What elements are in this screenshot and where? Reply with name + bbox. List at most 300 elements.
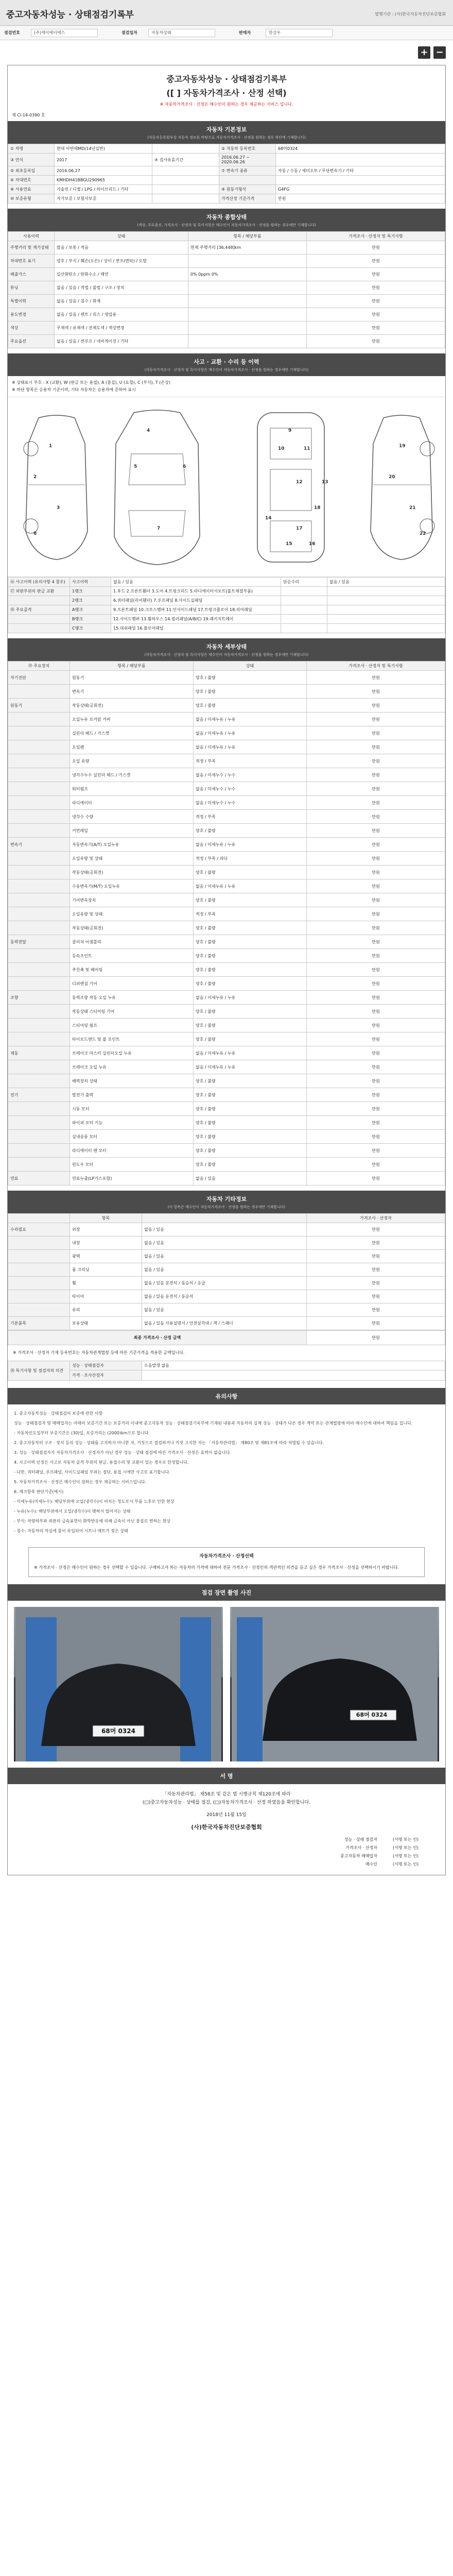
app-title: 중고자동차성능 · 상태점검기록부	[6, 10, 134, 20]
detail-row	[8, 921, 445, 935]
issuer-note: 발행기관 : (사)한국자동차진단보증협회	[375, 12, 446, 16]
detail-row	[8, 838, 445, 852]
caution-list	[8, 1404, 445, 1542]
detail-row	[8, 824, 445, 838]
detail-cell: 양호 / 불량	[194, 866, 307, 879]
sign-line: (□)중고자동차성능 · 상태를 점검, (□)자동차가격조사 · 산정 하였음을 확인합니다.	[142, 1800, 311, 1805]
detail-cell: 발전기 출력	[70, 1088, 194, 1102]
legend-line: ※ 하단 항목은 승용차 기준이며, 기타 자동차는 승용차에 준하여 표시	[12, 387, 136, 392]
extra-cell: 외장	[70, 1223, 142, 1236]
detail-cell: 만원	[307, 1158, 445, 1172]
detail-row	[8, 713, 445, 726]
general-header: 상태	[55, 232, 188, 241]
signer-buyer: 매수인	[365, 1862, 378, 1867]
extra-cell: 룸 크리닝	[70, 1263, 142, 1277]
detail-cell: 추친축 및 베어링	[70, 963, 194, 977]
info-bar	[0, 26, 453, 40]
detail-row	[8, 810, 445, 824]
extra-cell: 없음 / 있음 사용설명서 / 안전삼각대 / 잭 / 스패너	[142, 1317, 307, 1330]
basic-row	[8, 166, 445, 176]
detail-cell: 적정 / 부족	[194, 810, 307, 824]
extra-cell	[8, 1303, 70, 1317]
extra-cell: 없음 / 있음	[142, 1303, 307, 1317]
basic-cell: 68머0324	[276, 144, 445, 154]
detail-cell: 연료	[8, 1172, 70, 1185]
detail-cell	[8, 1019, 70, 1032]
general-state: 없음 / 있음 / 렌트 / 리스 / 영업용	[55, 308, 188, 321]
accident-cell: 1.후드 2.프론트휀더 3.도어 4.트렁크리드 5.라디에이터서포트(볼트체결부품)	[111, 587, 281, 596]
accident-row	[8, 578, 445, 587]
detail-cell: 전기	[8, 1088, 70, 1102]
general-header: 항목 / 해당부품	[188, 232, 307, 241]
extra-row	[8, 1290, 445, 1303]
photo-row	[8, 1601, 445, 1768]
basic-cell	[152, 194, 219, 204]
detail-cell: 등속조인트	[70, 949, 194, 963]
detail-cell: 양호 / 불량	[194, 935, 307, 949]
detail-header: 상태	[194, 662, 307, 671]
detail-cell	[8, 921, 70, 935]
general-row	[8, 255, 445, 268]
general-item: 특별이력	[8, 295, 55, 308]
extra-section-sub: (이 항목은 매수인이 자동차가격조사 · 산정을 원하는 경우에만 기재합니다)	[8, 1204, 445, 1213]
detail-cell: 양호 / 불량	[194, 824, 307, 838]
extra-cell: 없음 / 있음 운전석 / 동승석 / 응급	[142, 1277, 307, 1290]
basic-cell: KMHDH41BBGU290965	[55, 176, 152, 185]
opinion-price-value	[142, 1370, 445, 1381]
general-row	[8, 281, 445, 295]
detail-cell: 양호 / 불량	[194, 699, 307, 713]
basic-row	[8, 144, 445, 154]
extra-cell: 만원	[307, 1263, 445, 1277]
accident-table	[8, 577, 445, 633]
detail-cell: 자동변속기(A/T) 오일누유	[70, 838, 194, 852]
final-price-value: 만원	[307, 1331, 445, 1345]
general-row	[8, 321, 445, 335]
detail-cell: 양호 / 불량	[194, 977, 307, 991]
general-section-title: 자동차 종합상태	[8, 209, 445, 222]
detail-row	[8, 963, 445, 977]
extra-cell: 보유상태	[70, 1317, 142, 1330]
detail-cell: 윈도우 모터	[70, 1158, 194, 1172]
general-state: 무채색 / 유채색 / 전체도색 / 색상변경	[55, 321, 188, 335]
diagram-part-number: 16	[309, 541, 316, 547]
detail-cell	[8, 1130, 70, 1144]
detail-cell: 만원	[307, 1060, 445, 1074]
signer-row	[14, 1852, 439, 1860]
detail-cell	[8, 824, 70, 838]
general-price: 만원	[307, 268, 445, 281]
detail-cell: 만원	[307, 754, 445, 768]
detail-cell: 양호 / 불량	[194, 1088, 307, 1102]
general-detail	[188, 281, 307, 295]
accident-cell	[327, 587, 445, 596]
legend-line: ※ 상태표시 부호 : X (교환), W (판금 또는 용접), A (흠집), U (요철), C (부식), T (손상)	[12, 380, 171, 385]
general-price: 만원	[307, 241, 445, 255]
accident-section-sub: (자동차가격조사 · 산정자 및 특이사항은 매수인이 자동차가격조사 · 산정을 원하는 경우에만 기재합니다)	[8, 367, 445, 376]
general-detail	[188, 335, 307, 348]
detail-cell	[8, 977, 70, 991]
detail-cell: 동력조향 작동 오일 누유	[70, 991, 194, 1005]
detail-cell: 조향	[8, 991, 70, 1005]
extra-header	[142, 1214, 307, 1223]
basic-cell: 현대 아반떼MD(14년일반)	[55, 144, 152, 154]
extra-header: 가격조사 · 산정자	[307, 1214, 445, 1223]
detail-cell: 기어변속장치	[70, 893, 194, 907]
opinion-checker-label: 성능 · 상태점검자	[70, 1361, 142, 1370]
signer-row	[14, 1844, 439, 1852]
extra-header	[8, 1214, 70, 1223]
accident-cell: A랭크	[70, 605, 111, 615]
detail-cell	[8, 726, 70, 740]
detail-cell: 없음 / 미세누수 / 누수	[194, 796, 307, 810]
accident-cell	[327, 624, 445, 633]
field-value: 한상우	[266, 29, 333, 37]
detail-cell: 오일팬	[70, 740, 194, 754]
basic-cell: ① 차명	[8, 144, 55, 154]
general-state: 없음 / 있음 / 침수 / 화재	[55, 295, 188, 308]
detail-cell: 클러치 어셈블리	[70, 935, 194, 949]
detail-cell	[8, 796, 70, 810]
caution-line: 1. 중고자동차성능 · 상태점검의 보증에 관한 사항	[14, 1411, 103, 1416]
detail-cell: 없음 / 있음	[194, 1172, 307, 1185]
general-item: 배출가스	[8, 268, 55, 281]
extra-table	[8, 1213, 445, 1330]
diagram-part-number: 2	[33, 474, 37, 480]
extra-cell: 없음 / 있음 운전석 / 동승석	[142, 1290, 307, 1303]
detail-cell: 제동	[8, 1046, 70, 1060]
extra-cell: 광택	[70, 1250, 142, 1263]
extra-cell: 수리필요	[8, 1223, 70, 1236]
zoom-out-button[interactable]: −	[433, 46, 446, 59]
detail-cell: 만원	[307, 782, 445, 796]
detail-row	[8, 699, 445, 713]
general-row	[8, 335, 445, 348]
detail-cell: 만원	[307, 852, 445, 866]
signer-sign: (서명 또는 인)	[393, 1862, 419, 1867]
basic-cell: 가격산정 기준가격	[219, 194, 276, 204]
signer-sign: (서명 또는 인)	[393, 1854, 419, 1858]
detail-cell: 없음 / 미세누유 / 누유	[194, 879, 307, 893]
accident-cell	[281, 605, 327, 615]
detail-cell	[8, 768, 70, 782]
diagram-part-number: 10	[278, 446, 285, 451]
accident-cell	[281, 587, 327, 596]
detail-cell	[8, 1060, 70, 1074]
detail-cell: 만원	[307, 921, 445, 935]
opinion-price-label: 가격 · 조사산정자	[70, 1370, 142, 1381]
detail-cell: 양호 / 불량	[194, 1130, 307, 1144]
detail-cell	[8, 713, 70, 726]
price-notice-text: ※ 가격조사 · 산정은 매수인이 원하는 경우 선택할 수 있습니다. 구매하고자 하는 자동차의 가격에 대하여 전문 가격조사 · 산정인의 객관적인 의견을 듣고 싶은 경우 가격조사 · 산정을 선택하시기 바랍니다.	[34, 1565, 399, 1570]
detail-cell: 적정 / 부족	[194, 754, 307, 768]
general-item: 용도변경	[8, 308, 55, 321]
detail-cell	[8, 1116, 70, 1130]
detail-cell	[8, 810, 70, 824]
detail-cell	[8, 1144, 70, 1158]
detail-cell	[8, 949, 70, 963]
detail-cell: 원동기	[8, 699, 70, 713]
detail-cell: 양호 / 불량	[194, 1144, 307, 1158]
caution-line: - 부식: 차량하부와 외판의 금속표면이 화학반응에 의해 금속이 아닌 물질로 변하는 현상	[14, 1519, 171, 1523]
detail-cell: 양호 / 불량	[194, 921, 307, 935]
detail-cell: 디퍼렌셜 기어	[70, 977, 194, 991]
diagram-part-number: 6	[183, 464, 186, 469]
opinion-table	[8, 1361, 445, 1381]
detail-cell: 와이퍼 모터 기능	[70, 1116, 194, 1130]
field-value: 자동차상태	[148, 29, 215, 37]
caution-line: - 미세누유(미세누수): 해당부위에 오일(냉각수)이 비치는 정도로서 부품 노후로 인한 현상	[14, 1499, 175, 1504]
extra-cell: 내장	[70, 1236, 142, 1250]
detail-cell: 없음 / 미세누수 / 누수	[194, 768, 307, 782]
detail-cell: 만원	[307, 866, 445, 879]
zoom-in-button[interactable]: +	[418, 46, 430, 59]
detail-cell: 작동상태(공회전)	[70, 866, 194, 879]
basic-cell: ⑩ 보증유형	[8, 194, 55, 204]
accident-cell: ⑯ 사고이력 (유의사항 4 참조)	[8, 578, 70, 587]
general-row	[8, 308, 445, 321]
detail-cell	[8, 1005, 70, 1019]
detail-row	[8, 740, 445, 754]
detail-cell: 없음 / 미세누유 / 누유	[194, 713, 307, 726]
inspection-photo-front	[14, 1607, 223, 1761]
detail-cell	[8, 866, 70, 879]
general-detail: 현재 주행거리 [36,448]km	[188, 241, 307, 255]
basic-cell: 자동 / 수동 / 세미오토 / 무단변속기 / 기타	[276, 166, 445, 176]
general-item: 주행거리 및 계기상태	[8, 241, 55, 255]
toolbar	[0, 40, 453, 65]
detail-cell: 배력장치 상태	[70, 1074, 194, 1088]
general-price: 만원	[307, 335, 445, 348]
detail-row	[8, 977, 445, 991]
detail-cell	[8, 963, 70, 977]
basic-cell: 2016.06.27 ~ 2020.06.26	[219, 154, 276, 166]
extra-row	[8, 1236, 445, 1250]
detail-cell: 없음 / 미세누유 / 누유	[194, 1046, 307, 1060]
accident-cell: ⑱ 주요골격	[8, 605, 70, 615]
detail-cell: 오일유량 및 상태	[70, 852, 194, 866]
field-label: 점검일자	[121, 30, 137, 35]
detail-cell: 냉각수누수 실린더 헤드 / 가스켓	[70, 768, 194, 782]
detail-row	[8, 1005, 445, 1019]
signer-sign: (서명 또는 인)	[393, 1837, 419, 1842]
extra-cell: 만원	[307, 1236, 445, 1250]
extra-cell: 만원	[307, 1223, 445, 1236]
general-detail	[188, 308, 307, 321]
app-header	[0, 0, 453, 26]
plate-front: 68머 0324	[101, 1727, 135, 1735]
detail-cell: 브레이크 오일 누유	[70, 1060, 194, 1074]
detail-row	[8, 1130, 445, 1144]
inspection-form	[7, 65, 446, 1875]
detail-cell: 만원	[307, 824, 445, 838]
accident-cell: 사고이력	[70, 578, 111, 587]
form-title	[8, 65, 445, 109]
extra-cell: 만원	[307, 1303, 445, 1317]
extra-note: ※ 가격조사 · 산정자 기재 등록번호는 자동차관계법령 등에 따른 기준가격을 적용한 금액입니다.	[13, 1350, 185, 1355]
detail-cell: 없음 / 미세누수 / 누수	[194, 782, 307, 796]
basic-cell	[219, 176, 276, 185]
basic-table	[8, 144, 445, 204]
detail-cell: 적정 / 부족 / 과다	[194, 852, 307, 866]
general-state: 없음 / 있음 / 썬루프 / 네비게이션 / 기타	[55, 335, 188, 348]
detail-cell: 만원	[307, 740, 445, 754]
detail-cell: 오일누유 로커암 커버	[70, 713, 194, 726]
detail-row	[8, 1102, 445, 1116]
extra-cell: 만원	[307, 1290, 445, 1303]
basic-cell: ② 자동차 등록번호	[219, 144, 276, 154]
accident-cell	[281, 615, 327, 624]
accident-cell: 15.대쉬패널 16.플로어패널	[111, 624, 281, 633]
diagram-part-number: 1	[49, 444, 53, 449]
general-price: 만원	[307, 295, 445, 308]
extra-cell	[8, 1277, 70, 1290]
car-outline-left	[18, 413, 95, 562]
detail-cell: 만원	[307, 935, 445, 949]
detail-cell: 라디에이터 팬 모터	[70, 1144, 194, 1158]
accident-cell: 없음 / 있음	[111, 578, 281, 587]
accident-cell: B랭크	[70, 615, 111, 624]
general-price: 만원	[307, 255, 445, 268]
car-diagram	[8, 397, 445, 577]
detail-cell: 만원	[307, 963, 445, 977]
detail-cell	[8, 685, 70, 699]
damage-legend	[8, 376, 445, 397]
detail-cell: 스티어링 펌프	[70, 1019, 194, 1032]
diagram-part-number: 5	[134, 464, 137, 469]
detail-row	[8, 893, 445, 907]
detail-header: ⑲ 주요장치	[8, 662, 70, 671]
final-price-table	[8, 1330, 445, 1345]
detail-cell: 양호 / 불량	[194, 1005, 307, 1019]
detail-cell	[8, 740, 70, 754]
detail-cell: 작동상태(공회전)	[70, 921, 194, 935]
caution-line: 5. 자동차가격조사 · 산정은 매수인이 원하는 경우 제공하는 서비스입니다.	[14, 1480, 147, 1484]
basic-cell: ⑦ 변속기 종류	[219, 166, 276, 176]
detail-section-title: 자동차 세부상태	[8, 638, 445, 652]
extra-cell: 없음 / 있음	[142, 1250, 307, 1263]
general-row	[8, 268, 445, 281]
detail-cell: 워터펌프	[70, 782, 194, 796]
extra-cell	[8, 1263, 70, 1277]
opinion-label: ⑳ 특기사항 및 점검자의 의견	[8, 1361, 70, 1381]
caution-line: - 다만, 쿼터패널, 루프패널, 사이드실패널 부위는 절단, 용접 시에만 사고로 표기합니다.	[14, 1470, 170, 1475]
signer-price: 가격조사 · 산정자	[345, 1845, 378, 1850]
detail-row	[8, 768, 445, 782]
detail-row	[8, 879, 445, 893]
diagram-part-number: 22	[420, 531, 426, 536]
extra-cell: 없음 / 있음	[142, 1263, 307, 1277]
detail-cell: 수동변속기(M/T) 오일누유	[70, 879, 194, 893]
detail-cell: 양호 / 불량	[194, 1158, 307, 1172]
basic-cell: ③ 연식	[8, 154, 55, 166]
detail-cell: 만원	[307, 893, 445, 907]
accident-cell: 6.쿼터패널(리어휀더) 7.루프패널 8.사이드실패널	[111, 596, 281, 605]
extra-cell: 휠	[70, 1277, 142, 1290]
general-header: 사용이력	[8, 232, 55, 241]
detail-cell: 오일유량 및 상태	[70, 907, 194, 921]
detail-cell: 동력전달	[8, 935, 70, 949]
sign-section-title: 서 명	[8, 1768, 445, 1784]
detail-cell: 자기진단	[8, 671, 70, 685]
detail-cell: 만원	[307, 991, 445, 1005]
detail-cell	[8, 1158, 70, 1172]
basic-cell	[152, 144, 219, 154]
final-price-label: 최종 가격조사 · 산정 금액	[8, 1331, 307, 1345]
detail-row	[8, 866, 445, 879]
basic-cell: 만원	[276, 194, 445, 204]
car-outline-right	[363, 413, 440, 562]
extra-cell	[8, 1236, 70, 1250]
detail-cell: 만원	[307, 1046, 445, 1060]
basic-cell: 가솔린 / 디젤 / LPG / 하이브리드 / 기타	[55, 185, 152, 194]
sign-org: (사)한국자동차진단보증협회	[191, 1824, 262, 1831]
opinion-checker-value: 소음발생 없음	[142, 1361, 445, 1370]
accident-cell: 1랭크	[70, 587, 111, 596]
detail-cell: 없음 / 미세누유 / 누유	[194, 740, 307, 754]
detail-cell: 만원	[307, 1074, 445, 1088]
diagram-part-number: 18	[314, 505, 321, 511]
general-detail	[188, 255, 307, 268]
diagram-part-number: 7	[157, 526, 161, 531]
detail-cell	[8, 852, 70, 866]
accident-row	[8, 605, 445, 615]
diagram-part-number: 19	[399, 444, 406, 449]
signer-row	[14, 1860, 439, 1869]
detail-cell: 연료누출(LP가스포함)	[70, 1172, 194, 1185]
general-price: 만원	[307, 281, 445, 295]
accident-cell: ⑰ 외판부위의 판금 교환	[8, 587, 70, 596]
diagram-part-number: 20	[389, 474, 395, 480]
detail-row	[8, 1144, 445, 1158]
accident-cell: 없음 / 있음	[327, 578, 445, 587]
extra-row	[8, 1263, 445, 1277]
detail-cell: 양호 / 불량	[194, 671, 307, 685]
signer-checker: 성능 · 상태 점검자	[344, 1837, 378, 1842]
extra-row	[8, 1277, 445, 1290]
detail-cell: 양호 / 불량	[194, 1019, 307, 1032]
detail-cell: 양호 / 불량	[194, 893, 307, 907]
general-detail	[188, 295, 307, 308]
detail-row	[8, 949, 445, 963]
diagram-part-number: 12	[296, 480, 303, 485]
detail-row	[8, 1046, 445, 1060]
basic-cell: ⑨ 원동기형식	[219, 185, 276, 194]
detail-cell: 만원	[307, 1102, 445, 1116]
basic-section-sub: (자동차등록원부상 자동차 정보를 바탕으로 자동차가격조사 · 산정을 원하는 경우 하단에 기재합니다)	[8, 134, 445, 144]
diagram-part-number: 9	[288, 428, 292, 433]
diagram-part-number: 14	[265, 516, 272, 521]
diagram-part-number: 17	[296, 526, 303, 531]
general-state: 양호 / 부식 / 훼손(오손) / 상이 / 변조(변타) / 도말	[55, 255, 188, 268]
detail-row	[8, 852, 445, 866]
price-notice-title: 자동차가격조사 · 산정선택	[199, 1554, 254, 1559]
detail-cell: 오일 유량	[70, 754, 194, 768]
extra-cell: 만원	[307, 1317, 445, 1330]
accident-cell	[8, 615, 70, 624]
car-outline-top	[108, 408, 206, 567]
diagram-part-number: 21	[409, 505, 416, 511]
detail-cell: 양호 / 불량	[194, 1116, 307, 1130]
extra-cell: 만원	[307, 1250, 445, 1263]
detail-cell: 없음 / 미세누유 / 누유	[194, 1060, 307, 1074]
diagram-part-number: 15	[286, 541, 292, 547]
general-state: 일산화탄소 / 탄화수소 / 매연	[55, 268, 188, 281]
signer-sign: (서명 또는 인)	[393, 1845, 419, 1850]
detail-cell: 없음 / 미세누유 / 누유	[194, 991, 307, 1005]
general-price: 만원	[307, 321, 445, 335]
detail-cell: 만원	[307, 810, 445, 824]
